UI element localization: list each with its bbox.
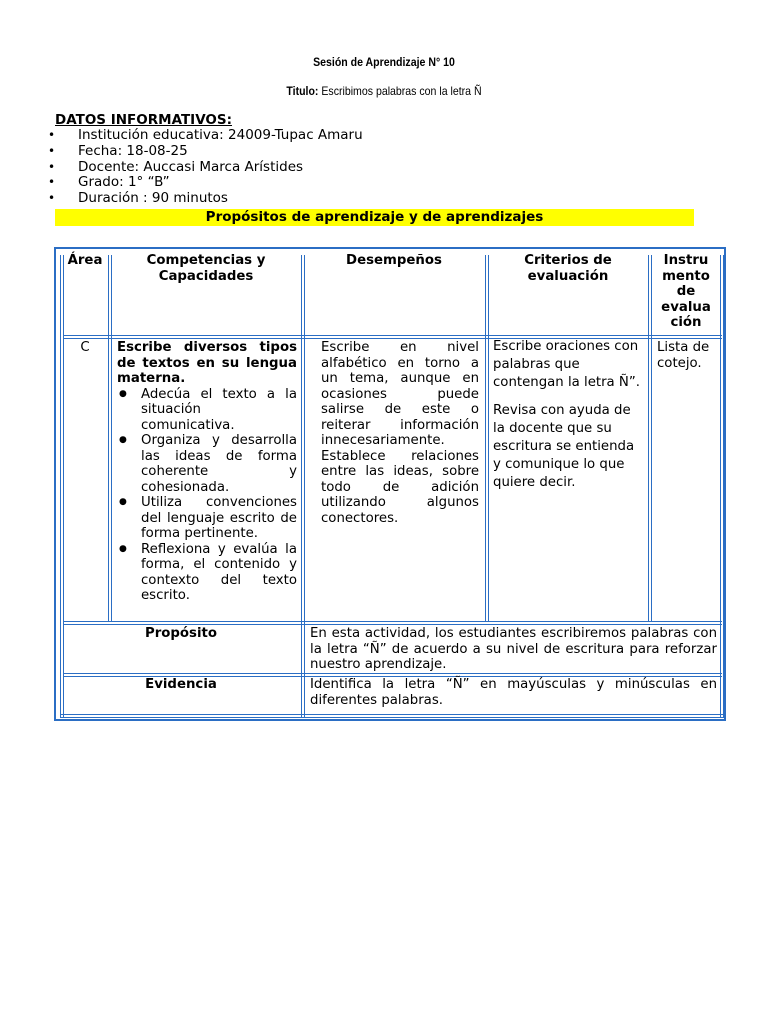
evidencia-text: Identifica la letra “Ñ” en mayúsculas y minúsculas en diferentes palabras.: [310, 677, 717, 708]
col-divider: [485, 255, 489, 621]
topic-text: Escribimos palabras con la letra Ñ: [318, 84, 482, 98]
criterios-cell: [493, 338, 643, 502]
competencia-title: Escribe diversos tipos de textos en su lengua materna.: [117, 340, 297, 386]
info-item: • Fecha: 18-08-25: [48, 144, 363, 160]
col-divider: [301, 255, 305, 717]
desempeno-cell: Escribe en nivel alfabético en torno a un tema, aunque en ocasiones puede salirse de este o reiterar información innecesariamente. Establece relaciones entre las ideas, sobre todo de adición utilizando algunos conectores.: [321, 340, 479, 526]
row-divider: [60, 714, 724, 718]
criterio-item: Revisa con ayuda de la docente que su escritura se entienda y comunique lo que quiere decir.: [493, 403, 635, 490]
info-item: • Duración : 90 minutos: [48, 191, 363, 207]
purposes-banner: Propósitos de aprendizaje y de aprendizajes: [55, 209, 694, 226]
col-divider: [648, 255, 652, 621]
info-heading: DATOS INFORMATIVOS:: [55, 112, 233, 128]
col-divider: [60, 255, 64, 717]
capacidad-item: ● Organiza y desarrolla las ideas de forma coherente y cohesionada.: [117, 433, 297, 495]
info-list: [48, 128, 363, 207]
topic-label: Titulo:: [286, 84, 319, 98]
capacidad-item: ● Utiliza convenciones del lenguaje escrito de forma pertinente.: [117, 495, 297, 542]
criterio-item: Escribe oraciones con palabras que contengan la letra Ñ”.: [493, 339, 640, 390]
header-instrumento: Instru mento de evalua ción: [661, 253, 711, 330]
info-item: • Docente: Auccasi Marca Arístides: [48, 160, 363, 176]
session-title: Sesión de Aprendizaje N° 10: [313, 55, 455, 69]
capacidad-item: ● Reflexiona y evalúa la forma, el contenido y contexto del texto escrito.: [117, 542, 297, 604]
header-area: Área: [67, 253, 103, 268]
instrumento-cell: Lista de cotejo.: [657, 340, 710, 371]
header-criterios: Criterios de evaluación: [524, 253, 612, 284]
proposito-label: Propósito: [144, 626, 218, 641]
capacidad-item: ● Adecúa el texto a la situación comunicativa.: [117, 387, 297, 434]
capacidades-list: [117, 387, 297, 604]
header-competencias: Competencias y Capacidades: [146, 253, 266, 284]
competencias-cell: [117, 340, 297, 604]
col-divider: [108, 255, 112, 621]
row-divider: [64, 621, 722, 625]
topic-line: [46, 84, 722, 98]
proposito-text: En esta actividad, los estudiantes escribiremos palabras con la letra “Ñ” de acuerdo a su nivel de escritura para reforzar nuestro aprendizaje.: [310, 626, 717, 672]
info-item: • Institución educativa: 24009-Tupac Amaru: [48, 128, 363, 144]
col-divider: [720, 255, 724, 717]
info-item: • Grado: 1° “B”: [48, 175, 363, 191]
area-value: C: [80, 340, 90, 355]
learning-table: [54, 247, 726, 721]
header-desempenos: Desempeños: [346, 253, 442, 268]
evidencia-label: Evidencia: [145, 677, 217, 692]
